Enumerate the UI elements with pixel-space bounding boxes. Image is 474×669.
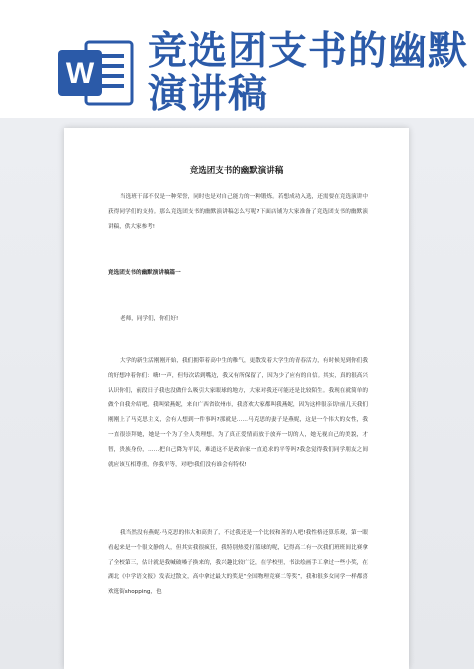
header	[0, 0, 474, 128]
document-title: 竞选团支书的幽默演讲稿	[189, 166, 284, 176]
header-title	[148, 30, 468, 116]
document-page	[64, 128, 409, 669]
body-paragraph-1: 大学的新生活刚刚开始，我们拥带着高中生的稚气，更散发着大学生的青春活力，有时候见到你们我的好想冲着你们：嗨!一声，但每次话到嘴边，我又有所保留了，因为少了应有的自信。其实，真的很高兴认识你们，前段日子我也没做什么吸引大家眼球的地方，大家对我还可能还是比较陌生。我现在就简单的做个自我介绍吧。我叫梁燕妮，来自广西省钦州市，我喜欢大家都叫我燕妮，因为这样很亲切!前几天我们刚刚上了马克思主义，会有人想到一件事吗?那就是……马克思的妻子是燕妮，这是一个伟大的女性，我一直很崇拜她，她是一个为了全人类理想，为了真正爱情而放于放弃一切的人，她无视自己的美貌，才智，贵族身份，……把自己降为平民，难道这不是政治家一直追求的平等吗?我念觉得我们同学朋友之间就应该互相尊重，你我平等，对吧!我们没有谁会有特权!	[108, 358, 368, 468]
word-document-icon	[58, 38, 136, 108]
body-paragraph-2: 我当然没有燕妮·马克思的伟大和高贵了，不过我还是一个比较和善的人吧!我性格还算乐观，第一眼看起来是一个很文静的人，但其实我很疯狂，我特别热爱打篮球的呢，记得高二有一次我们班班间比赛拿了全校第三，估计就是我喊破嗓子换来的，我兴趣比较广泛，在学校里，书法绘画手工拿过一些小奖，在湖北《中学语文报》发表过散文，高中拿过最大的奖是“全国物理竞赛二等奖”，我和很多女同学一样都喜欢逛街shopping，也	[108, 530, 368, 596]
greeting-paragraph: 老师，同学们，你们好!	[120, 316, 179, 322]
header-title-line-2: 演讲稿	[148, 72, 269, 117]
section-heading: 竞选团支书的幽默演讲稿篇一	[108, 270, 181, 276]
svg-text:W: W	[65, 57, 95, 90]
header-title-line-1: 竞选团支书的幽默	[148, 29, 469, 74]
intro-paragraph: 当选班干部不仅是一种荣誉，同时也是对自己能力的一种锻炼。若想成功入选，还需要在竞选演讲中获得同学们的支持。那么竞选团支书的幽默演讲稿怎么写呢?下面店铺为大家准备了竞选团支书的幽默演讲稿，供大家参考!	[108, 194, 368, 230]
